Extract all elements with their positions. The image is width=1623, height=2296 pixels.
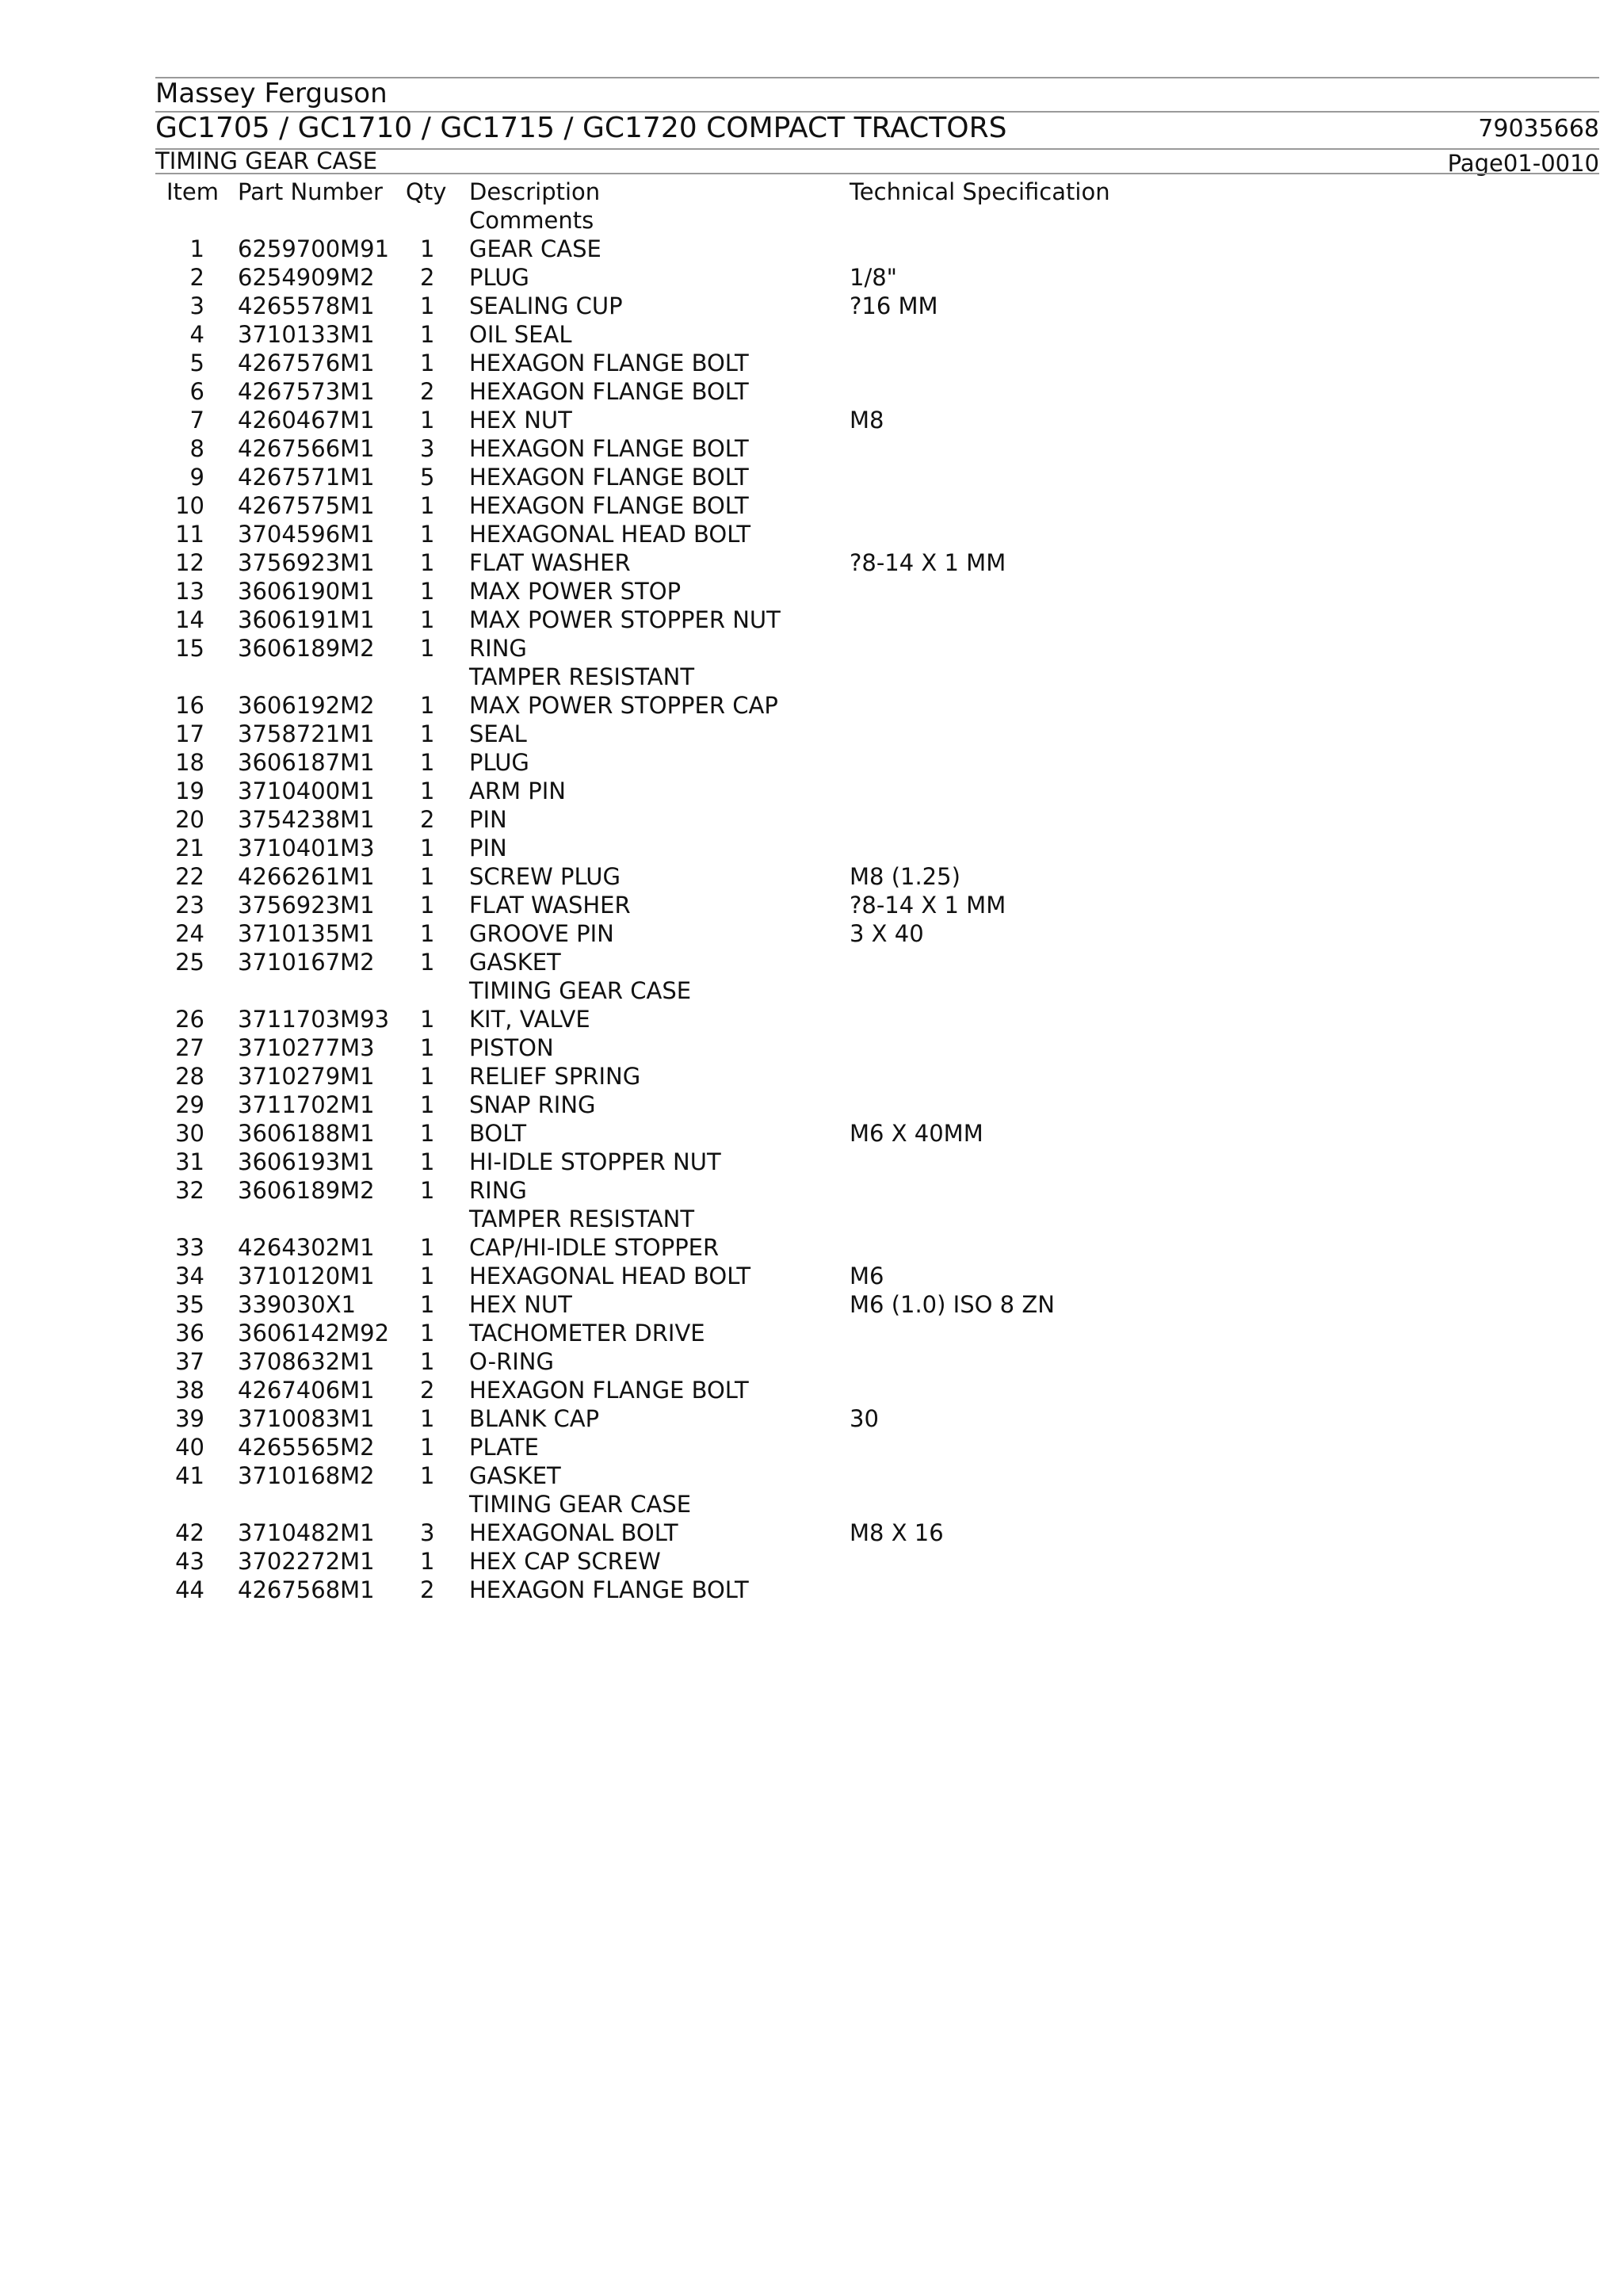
table-row bbox=[0, 891, 1623, 919]
document-title: GC1705 / GC1710 / GC1715 / GC1720 COMPACT TRACTORS bbox=[155, 112, 1007, 144]
quantity: 5 bbox=[420, 464, 435, 491]
quantity: 1 bbox=[420, 692, 435, 719]
comment-text: TIMING GEAR CASE bbox=[469, 977, 692, 1004]
part-number: 4260467M1 bbox=[238, 407, 375, 434]
table-row bbox=[0, 1148, 1623, 1176]
table-row bbox=[0, 919, 1623, 948]
quantity: 1 bbox=[420, 1063, 435, 1090]
description: FLAT WASHER bbox=[469, 892, 631, 919]
column-header-qty: Qty bbox=[406, 178, 447, 205]
item-number: 13 bbox=[175, 578, 204, 605]
item-number: 15 bbox=[175, 635, 204, 662]
description: RELIEF SPRING bbox=[469, 1063, 641, 1090]
table-row bbox=[0, 777, 1623, 805]
description: O-RING bbox=[469, 1348, 554, 1375]
quantity: 1 bbox=[420, 1006, 435, 1033]
table-row bbox=[0, 720, 1623, 748]
item-number: 39 bbox=[175, 1405, 204, 1432]
table-row bbox=[0, 634, 1623, 663]
table-row bbox=[0, 1576, 1623, 1604]
item-number: 32 bbox=[175, 1177, 204, 1204]
item-number: 24 bbox=[175, 920, 204, 947]
column-header-part-number: Part Number bbox=[238, 178, 383, 205]
technical-specification: 30 bbox=[850, 1405, 879, 1432]
description: SEAL bbox=[469, 720, 527, 747]
description: ARM PIN bbox=[469, 777, 566, 804]
description: HI-IDLE STOPPER NUT bbox=[469, 1148, 721, 1175]
description: GEAR CASE bbox=[469, 235, 601, 262]
table-row bbox=[0, 491, 1623, 520]
description: PLUG bbox=[469, 264, 529, 291]
item-number: 2 bbox=[189, 264, 204, 291]
item-number: 7 bbox=[189, 407, 204, 434]
quantity: 1 bbox=[420, 920, 435, 947]
table-row bbox=[0, 263, 1623, 292]
part-number: 3710482M1 bbox=[238, 1519, 375, 1546]
table-row bbox=[0, 1547, 1623, 1576]
table-row bbox=[0, 292, 1623, 320]
part-number: 3711702M1 bbox=[238, 1091, 375, 1118]
quantity: 1 bbox=[420, 321, 435, 348]
table-row bbox=[0, 320, 1623, 349]
table-row bbox=[0, 1404, 1623, 1433]
description: MAX POWER STOPPER CAP bbox=[469, 692, 778, 719]
item-number: 21 bbox=[175, 835, 204, 861]
item-number: 20 bbox=[175, 806, 204, 833]
item-number: 22 bbox=[175, 863, 204, 890]
table-row-comment bbox=[0, 663, 1623, 691]
part-number: 3710083M1 bbox=[238, 1405, 375, 1432]
item-number: 26 bbox=[175, 1006, 204, 1033]
description: SCREW PLUG bbox=[469, 863, 621, 890]
item-number: 5 bbox=[189, 350, 204, 376]
part-number: 4267406M1 bbox=[238, 1377, 375, 1404]
quantity: 1 bbox=[420, 235, 435, 262]
part-number: 4264302M1 bbox=[238, 1234, 375, 1261]
description: PISTON bbox=[469, 1034, 554, 1061]
table-row-comment bbox=[0, 1490, 1623, 1519]
part-number: 4267568M1 bbox=[238, 1576, 375, 1603]
item-number: 41 bbox=[175, 1462, 204, 1489]
description: RING bbox=[469, 1177, 527, 1204]
item-number: 10 bbox=[175, 492, 204, 519]
part-number: 3606190M1 bbox=[238, 578, 375, 605]
description: MAX POWER STOPPER NUT bbox=[469, 606, 781, 633]
description: HEXAGONAL BOLT bbox=[469, 1519, 678, 1546]
description: FLAT WASHER bbox=[469, 549, 631, 576]
item-number: 28 bbox=[175, 1063, 204, 1090]
part-number: 3606142M92 bbox=[238, 1320, 390, 1347]
quantity: 1 bbox=[420, 635, 435, 662]
quantity: 3 bbox=[420, 1519, 435, 1546]
part-number: 4266261M1 bbox=[238, 863, 375, 890]
table-row bbox=[0, 1433, 1623, 1461]
quantity: 1 bbox=[420, 1405, 435, 1432]
description: RING bbox=[469, 635, 527, 662]
description: GASKET bbox=[469, 1462, 561, 1489]
parts-table bbox=[0, 235, 1623, 1604]
quantity: 1 bbox=[420, 1348, 435, 1375]
part-number: 3606189M2 bbox=[238, 1177, 375, 1204]
table-row bbox=[0, 463, 1623, 491]
table-row bbox=[0, 1262, 1623, 1290]
technical-specification: 1/8" bbox=[850, 264, 898, 291]
part-number: 6259700M91 bbox=[238, 235, 390, 262]
table-row-comment bbox=[0, 1205, 1623, 1233]
item-number: 3 bbox=[189, 292, 204, 319]
column-header-technical-specification: Technical Specification bbox=[850, 178, 1110, 205]
item-number: 9 bbox=[189, 464, 204, 491]
quantity: 2 bbox=[420, 264, 435, 291]
table-row bbox=[0, 577, 1623, 606]
table-row bbox=[0, 1005, 1623, 1033]
quantity: 1 bbox=[420, 892, 435, 919]
description: GROOVE PIN bbox=[469, 920, 614, 947]
column-header-item: Item bbox=[166, 178, 220, 205]
item-number: 40 bbox=[175, 1434, 204, 1461]
table-row bbox=[0, 1347, 1623, 1376]
technical-specification: M8 bbox=[850, 407, 884, 434]
description: HEXAGON FLANGE BOLT bbox=[469, 464, 749, 491]
part-number: 3710120M1 bbox=[238, 1263, 375, 1289]
item-number: 18 bbox=[175, 749, 204, 776]
description: PLUG bbox=[469, 749, 529, 776]
item-number: 23 bbox=[175, 892, 204, 919]
table-row bbox=[0, 434, 1623, 463]
quantity: 2 bbox=[420, 1377, 435, 1404]
description: SNAP RING bbox=[469, 1091, 596, 1118]
description: PIN bbox=[469, 835, 507, 861]
item-number: 33 bbox=[175, 1234, 204, 1261]
section-title: TIMING GEAR CASE bbox=[155, 147, 378, 174]
description: BOLT bbox=[469, 1120, 527, 1147]
part-number: 3710135M1 bbox=[238, 920, 375, 947]
item-number: 16 bbox=[175, 692, 204, 719]
brand-name: Massey Ferguson bbox=[155, 78, 388, 109]
quantity: 3 bbox=[420, 435, 435, 462]
quantity: 1 bbox=[420, 1148, 435, 1175]
technical-specification: ?16 MM bbox=[850, 292, 938, 319]
description: HEXAGON FLANGE BOLT bbox=[469, 1377, 749, 1404]
description: HEXAGON FLANGE BOLT bbox=[469, 1576, 749, 1603]
item-number: 27 bbox=[175, 1034, 204, 1061]
table-row bbox=[0, 1376, 1623, 1404]
quantity: 1 bbox=[420, 777, 435, 804]
table-row bbox=[0, 1519, 1623, 1547]
quantity: 1 bbox=[420, 1263, 435, 1289]
part-number: 4267566M1 bbox=[238, 435, 375, 462]
column-header-comments: Comments bbox=[469, 207, 594, 234]
table-row bbox=[0, 349, 1623, 377]
table-row bbox=[0, 1033, 1623, 1062]
part-number: 3758721M1 bbox=[238, 720, 375, 747]
table-row bbox=[0, 606, 1623, 634]
quantity: 1 bbox=[420, 407, 435, 434]
part-number: 4265565M2 bbox=[238, 1434, 375, 1461]
table-row bbox=[0, 1119, 1623, 1148]
table-row bbox=[0, 1091, 1623, 1119]
item-number: 11 bbox=[175, 521, 204, 548]
quantity: 1 bbox=[420, 549, 435, 576]
quantity: 1 bbox=[420, 492, 435, 519]
part-number: 339030X1 bbox=[238, 1291, 357, 1318]
part-number: 3606193M1 bbox=[238, 1148, 375, 1175]
part-number: 6254909M2 bbox=[238, 264, 375, 291]
part-number: 3710400M1 bbox=[238, 777, 375, 804]
table-row bbox=[0, 548, 1623, 577]
comment-text: TAMPER RESISTANT bbox=[469, 1205, 695, 1232]
description: HEXAGON FLANGE BOLT bbox=[469, 435, 749, 462]
description: HEXAGON FLANGE BOLT bbox=[469, 350, 749, 376]
description: HEX CAP SCREW bbox=[469, 1548, 661, 1575]
part-number: 3606187M1 bbox=[238, 749, 375, 776]
part-number: 3606192M2 bbox=[238, 692, 375, 719]
item-number: 44 bbox=[175, 1576, 204, 1603]
quantity: 1 bbox=[420, 949, 435, 976]
part-number: 3710279M1 bbox=[238, 1063, 375, 1090]
technical-specification: M6 (1.0) ISO 8 ZN bbox=[850, 1291, 1055, 1318]
description: PIN bbox=[469, 806, 507, 833]
table-row bbox=[0, 834, 1623, 862]
part-number: 3710168M2 bbox=[238, 1462, 375, 1489]
description: OIL SEAL bbox=[469, 321, 572, 348]
description: PLATE bbox=[469, 1434, 539, 1461]
quantity: 1 bbox=[420, 1120, 435, 1147]
item-number: 19 bbox=[175, 777, 204, 804]
table-row bbox=[0, 1319, 1623, 1347]
part-number: 3704596M1 bbox=[238, 521, 375, 548]
table-row bbox=[0, 862, 1623, 891]
part-number: 4267571M1 bbox=[238, 464, 375, 491]
table-row bbox=[0, 520, 1623, 548]
comment-text: TIMING GEAR CASE bbox=[469, 1491, 692, 1518]
quantity: 1 bbox=[420, 1291, 435, 1318]
item-number: 14 bbox=[175, 606, 204, 633]
header-rule-bottom bbox=[155, 173, 1599, 174]
quantity: 1 bbox=[420, 1462, 435, 1489]
description: BLANK CAP bbox=[469, 1405, 600, 1432]
description: SEALING CUP bbox=[469, 292, 623, 319]
quantity: 2 bbox=[420, 806, 435, 833]
item-number: 36 bbox=[175, 1320, 204, 1347]
technical-specification: ?8-14 X 1 MM bbox=[850, 892, 1006, 919]
part-number: 3754238M1 bbox=[238, 806, 375, 833]
item-number: 43 bbox=[175, 1548, 204, 1575]
description: CAP/HI-IDLE STOPPER bbox=[469, 1234, 720, 1261]
table-row bbox=[0, 1233, 1623, 1262]
column-header-description: Description bbox=[469, 178, 601, 205]
description: HEXAGON FLANGE BOLT bbox=[469, 492, 749, 519]
description: MAX POWER STOP bbox=[469, 578, 682, 605]
page-number: Page01-0010 bbox=[1447, 150, 1599, 177]
quantity: 1 bbox=[420, 1091, 435, 1118]
description: HEXAGONAL HEAD BOLT bbox=[469, 521, 751, 548]
part-number: 3606191M1 bbox=[238, 606, 375, 633]
quantity: 1 bbox=[420, 720, 435, 747]
quantity: 1 bbox=[420, 1434, 435, 1461]
item-number: 42 bbox=[175, 1519, 204, 1546]
technical-specification: M6 X 40MM bbox=[850, 1120, 983, 1147]
item-number: 29 bbox=[175, 1091, 204, 1118]
table-row bbox=[0, 805, 1623, 834]
quantity: 1 bbox=[420, 578, 435, 605]
part-number: 3606189M2 bbox=[238, 635, 375, 662]
table-row bbox=[0, 1176, 1623, 1205]
quantity: 1 bbox=[420, 1548, 435, 1575]
technical-specification: ?8-14 X 1 MM bbox=[850, 549, 1006, 576]
part-number: 3702272M1 bbox=[238, 1548, 375, 1575]
quantity: 2 bbox=[420, 378, 435, 405]
part-number: 4267573M1 bbox=[238, 378, 375, 405]
part-number: 4267575M1 bbox=[238, 492, 375, 519]
table-row bbox=[0, 235, 1623, 263]
part-number: 3710167M2 bbox=[238, 949, 375, 976]
item-number: 38 bbox=[175, 1377, 204, 1404]
part-number: 3756923M1 bbox=[238, 892, 375, 919]
item-number: 8 bbox=[189, 435, 204, 462]
description: HEXAGONAL HEAD BOLT bbox=[469, 1263, 751, 1289]
part-number: 3710401M3 bbox=[238, 835, 375, 861]
table-row bbox=[0, 1461, 1623, 1490]
quantity: 2 bbox=[420, 1576, 435, 1603]
quantity: 1 bbox=[420, 863, 435, 890]
part-number: 3756923M1 bbox=[238, 549, 375, 576]
item-number: 30 bbox=[175, 1120, 204, 1147]
quantity: 1 bbox=[420, 1320, 435, 1347]
description: HEX NUT bbox=[469, 1291, 572, 1318]
quantity: 1 bbox=[420, 1034, 435, 1061]
description: KIT, VALVE bbox=[469, 1006, 590, 1033]
item-number: 4 bbox=[189, 321, 204, 348]
part-number: 3710133M1 bbox=[238, 321, 375, 348]
technical-specification: M8 (1.25) bbox=[850, 863, 960, 890]
part-number: 3711703M93 bbox=[238, 1006, 390, 1033]
quantity: 1 bbox=[420, 606, 435, 633]
comment-text: TAMPER RESISTANT bbox=[469, 663, 695, 690]
item-number: 35 bbox=[175, 1291, 204, 1318]
quantity: 1 bbox=[420, 521, 435, 548]
description: GASKET bbox=[469, 949, 561, 976]
quantity: 1 bbox=[420, 350, 435, 376]
part-number: 4267576M1 bbox=[238, 350, 375, 376]
description: HEX NUT bbox=[469, 407, 572, 434]
part-number: 4265578M1 bbox=[238, 292, 375, 319]
item-number: 12 bbox=[175, 549, 204, 576]
description: HEXAGON FLANGE BOLT bbox=[469, 378, 749, 405]
item-number: 34 bbox=[175, 1263, 204, 1289]
quantity: 1 bbox=[420, 1177, 435, 1204]
table-row bbox=[0, 1062, 1623, 1091]
quantity: 1 bbox=[420, 835, 435, 861]
quantity: 1 bbox=[420, 749, 435, 776]
table-row bbox=[0, 948, 1623, 976]
technical-specification: M6 bbox=[850, 1263, 884, 1289]
table-row bbox=[0, 377, 1623, 406]
table-row bbox=[0, 1290, 1623, 1319]
quantity: 1 bbox=[420, 1234, 435, 1261]
description: TACHOMETER DRIVE bbox=[469, 1320, 705, 1347]
part-number: 3710277M3 bbox=[238, 1034, 375, 1061]
item-number: 37 bbox=[175, 1348, 204, 1375]
part-number: 3708632M1 bbox=[238, 1348, 375, 1375]
item-number: 1 bbox=[189, 235, 204, 262]
technical-specification: 3 X 40 bbox=[850, 920, 924, 947]
table-row-comment bbox=[0, 976, 1623, 1005]
document-number: 79035668 bbox=[1478, 115, 1599, 143]
item-number: 31 bbox=[175, 1148, 204, 1175]
quantity: 1 bbox=[420, 292, 435, 319]
table-row bbox=[0, 691, 1623, 720]
item-number: 25 bbox=[175, 949, 204, 976]
table-row bbox=[0, 406, 1623, 434]
item-number: 17 bbox=[175, 720, 204, 747]
technical-specification: M8 X 16 bbox=[850, 1519, 944, 1546]
table-row bbox=[0, 748, 1623, 777]
item-number: 6 bbox=[189, 378, 204, 405]
part-number: 3606188M1 bbox=[238, 1120, 375, 1147]
